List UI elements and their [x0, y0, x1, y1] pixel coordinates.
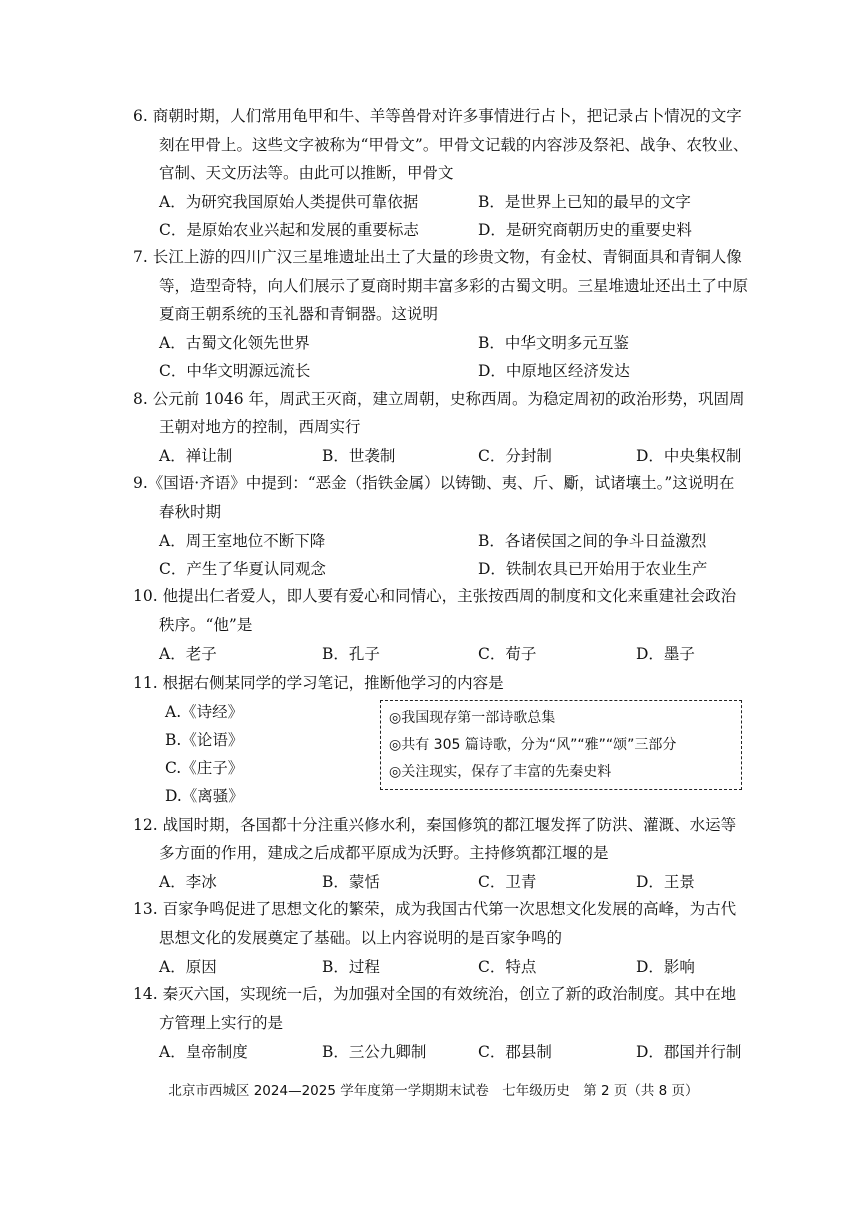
question-6-line-3: 官制、天文历法等。由此可以推断，甲骨文: [159, 164, 454, 182]
question-7-option-d[interactable]: D．中原地区经济发达: [478, 362, 630, 380]
question-12-option-a[interactable]: A．李冰: [159, 873, 217, 891]
question-13-option-b[interactable]: B．过程: [322, 958, 380, 976]
question-8-line-2: 王朝对地方的控制，西周实行: [159, 418, 361, 436]
question-8-option-a[interactable]: A．禅让制: [159, 447, 233, 465]
question-8-line-1: 8. 公元前 1046 年，周武王灭商，建立周朝，史称西周。为稳定周初的政治形势，巩固周: [133, 390, 745, 408]
question-9-option-c[interactable]: C．产生了华夏认同观念: [159, 560, 326, 578]
question-9-line-2: 春秋时期: [159, 503, 222, 521]
study-notes-box: [380, 700, 742, 790]
question-14-line-2: 方管理上实行的是: [159, 1014, 284, 1032]
question-10-option-a[interactable]: A．老子: [159, 645, 217, 663]
question-12-line-2: 多方面的作用，建成之后成都平原成为沃野。主持修筑都江堰的是: [159, 844, 609, 862]
question-13-line-2: 思想文化的发展奠定了基础。以上内容说明的是百家争鸣的: [159, 929, 563, 947]
question-14-option-c[interactable]: C．郡县制: [478, 1043, 552, 1061]
study-note-3: ◎关注现实，保存了丰富的先秦史料: [389, 764, 612, 780]
question-11-option-d[interactable]: D.《离骚》: [165, 787, 244, 805]
question-8-option-b[interactable]: B．世袭制: [322, 447, 396, 465]
study-note-1: ◎我国现存第一部诗歌总集: [389, 710, 556, 726]
question-12-option-d[interactable]: D．王景: [636, 873, 695, 891]
question-6-option-d[interactable]: D．是研究商朝历史的重要史料: [478, 221, 692, 239]
question-11-option-b[interactable]: B.《论语》: [165, 731, 244, 749]
question-11-option-a[interactable]: A.《诗经》: [165, 703, 244, 721]
question-13-line-1: 13. 百家争鸣促进了思想文化的繁荣，成为我国古代第一次思想文化发展的高峰，为古代: [133, 900, 737, 918]
question-10-line-1: 10. 他提出仁者爱人，即人要有爱心和同情心，主张按西周的制度和文化来重建社会政治: [133, 587, 737, 605]
question-6-option-b[interactable]: B．是世界上已知的最早的文字: [478, 193, 691, 211]
question-7-line-3: 夏商王朝系统的玉礼器和青铜器。这说明: [159, 305, 439, 323]
question-14-option-a[interactable]: A．皇帝制度: [159, 1043, 248, 1061]
question-10-option-c[interactable]: C．荀子: [478, 645, 537, 663]
question-11-option-c[interactable]: C.《庄子》: [165, 759, 244, 777]
question-10-option-d[interactable]: D．墨子: [636, 645, 695, 663]
question-9-line-1: 9.《国语·齐语》中提到：“恶金（指铁金属）以铸锄、夷、斤、斸，试诸壤土。”这说明在: [133, 474, 735, 492]
question-13-option-a[interactable]: A．原因: [159, 958, 217, 976]
question-12-line-1: 12. 战国时期，各国都十分注重兴修水利，秦国修筑的都江堰发挥了防洪、灌溉、水运等: [133, 816, 737, 834]
question-13-option-c[interactable]: C．特点: [478, 958, 537, 976]
question-6-line-2: 刻在甲骨上。这些文字被称为“甲骨文”。甲骨文记载的内容涉及祭祀、战争、农牧业、: [159, 136, 749, 154]
study-note-2: ◎共有 305 篇诗歌，分为“风”“雅”“颂”三部分: [389, 737, 677, 753]
question-6-option-c[interactable]: C．是原始农业兴起和发展的重要标志: [159, 221, 419, 239]
question-14-option-b[interactable]: B．三公九卿制: [322, 1043, 427, 1061]
question-12-option-c[interactable]: C．卫青: [478, 873, 537, 891]
question-9-option-d[interactable]: D．铁制农具已开始用于农业生产: [478, 560, 708, 578]
question-7-option-a[interactable]: A．古蜀文化领先世界: [159, 334, 310, 352]
question-13-option-d[interactable]: D．影响: [636, 958, 695, 976]
question-14-line-1: 14. 秦灭六国，实现统一后，为加强对全国的有效统治，创立了新的政治制度。其中在地: [133, 985, 737, 1003]
question-10-option-b[interactable]: B．孔子: [322, 645, 380, 663]
question-10-line-2: 秩序。“他”是: [159, 616, 253, 634]
question-7-option-b[interactable]: B．中华文明多元互鉴: [478, 334, 629, 352]
question-8-option-d[interactable]: D．中央集权制: [636, 447, 742, 465]
question-7-option-c[interactable]: C．中华文明源远流长: [159, 362, 311, 380]
question-14-option-d[interactable]: D．郡国并行制: [636, 1043, 742, 1061]
question-9-option-a[interactable]: A．周王室地位不断下降: [159, 532, 326, 550]
question-11-line-1: 11. 根据右侧某同学的学习笔记，推断他学习的内容是: [133, 674, 504, 692]
question-7-line-2: 等，造型奇特，向人们展示了夏商时期丰富多彩的古蜀文明。三星堆遗址还出土了中原: [159, 277, 749, 295]
question-12-option-b[interactable]: B．蒙恬: [322, 873, 380, 891]
question-9-option-b[interactable]: B．各诸侯国之间的争斗日益激烈: [478, 532, 707, 550]
question-6-line-1: 6. 商朝时期，人们常用龟甲和牛、羊等兽骨对许多事情进行占卜，把记录占卜情况的文字: [133, 107, 742, 125]
question-7-line-1: 7. 长江上游的四川广汉三星堆遗址出土了大量的珍贵文物，有金杖、青铜面具和青铜人像: [133, 248, 742, 266]
question-8-option-c[interactable]: C．分封制: [478, 447, 552, 465]
question-6-option-a[interactable]: A．为研究我国原始人类提供可靠依据: [159, 193, 419, 211]
page-footer: 北京市西城区 2024—2025 学年度第一学期期末试卷 七年级历史 第 2 页（共 8 页）: [168, 1083, 699, 1099]
